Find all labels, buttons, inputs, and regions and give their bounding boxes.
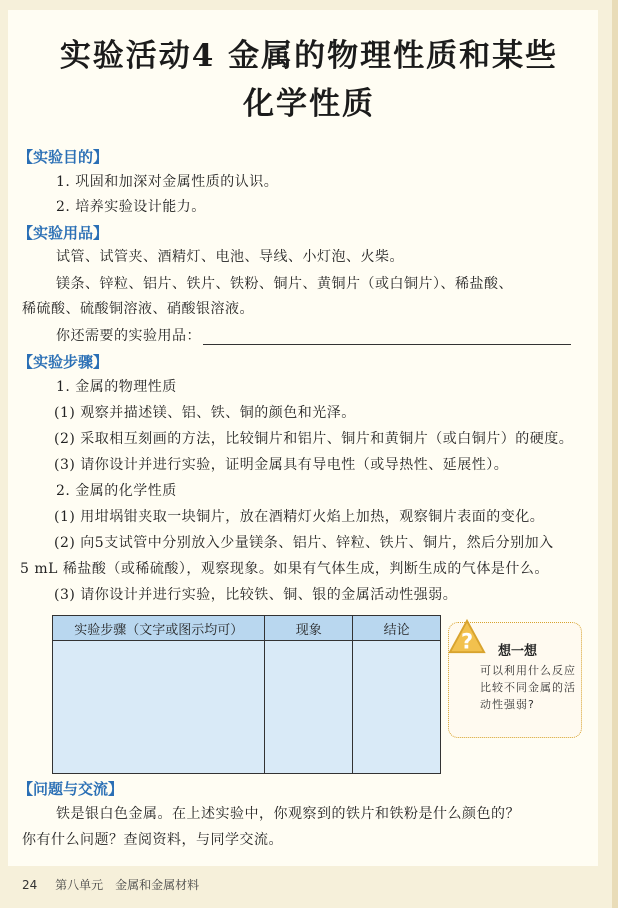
page-title-line-2: 化学性质 xyxy=(243,86,375,122)
step-line: (3) 请你设计并进行实验，证明金属具有导电性（或导热性、延展性）。 xyxy=(54,457,509,473)
page-footer xyxy=(22,876,199,893)
table-cell-phenomenon[interactable] xyxy=(265,641,353,774)
svg-text:?: ? xyxy=(460,629,474,654)
materials-extra-label: 你还需要的实验用品： xyxy=(56,328,201,344)
table-header-phenomenon: 现象 xyxy=(265,616,353,641)
think-body: 可以利用什么反应比较不同金属的活动性强弱? xyxy=(480,664,576,711)
table-header-conclusion: 结论 xyxy=(353,616,441,641)
discussion-line: 铁是银白色金属。在上述实验中，你观察到的铁片和铁粉是什么颜色的？ xyxy=(56,806,520,822)
step-line: 2. 金属的化学性质 xyxy=(56,483,177,499)
purpose-item: 2. 培养实验设计能力。 xyxy=(56,199,206,215)
materials-line: 试管、试管夹、酒精灯、电池、导线、小灯泡、火柴。 xyxy=(56,249,404,265)
materials-extra-line xyxy=(56,327,571,345)
page-number: 24 xyxy=(22,878,38,892)
section-heading-steps: 【实验步骤】 xyxy=(18,353,109,371)
materials-line: 镁条、锌粒、铝片、铁片、铁粉、铜片、黄铜片（或白铜片）、稀盐酸、 xyxy=(56,276,513,292)
step-line: (2) 向5支试管中分别放入少量镁条、铝片、锌粒、铁片、铜片，然后分别加入 xyxy=(54,535,554,551)
fill-in-blank[interactable] xyxy=(203,330,571,345)
section-heading-materials: 【实验用品】 xyxy=(18,224,109,242)
question-mark-icon xyxy=(448,618,486,656)
step-line: 5 mL 稀盐酸（或稀硫酸），观察现象。如果有气体生成，判断生成的气体是什么。 xyxy=(20,561,549,577)
page-title-line-1: 实验活动4 金属的物理性质和某些 xyxy=(59,38,559,74)
section-heading-discussion: 【问题与交流】 xyxy=(18,780,124,798)
discussion-line: 你有什么问题？查阅资料，与同学交流。 xyxy=(22,832,283,848)
unit-title: 第八单元 金属和金属材料 xyxy=(55,878,200,892)
step-line: (1) 观察并描述镁、铝、铁、铜的颜色和光泽。 xyxy=(54,405,356,421)
table-header-steps: 实验步骤（文字或图示均可） xyxy=(53,616,265,641)
table-row xyxy=(53,641,441,774)
step-line: (2) 采取相互刻画的方法，比较铜片和铝片、铜片和黄铜片（或白铜片）的硬度。 xyxy=(54,431,574,447)
experiment-record-table xyxy=(52,615,441,774)
step-line: (3) 请你设计并进行实验，比较铁、铜、银的金属活动性强弱。 xyxy=(54,587,458,603)
table-cell-conclusion[interactable] xyxy=(353,641,441,774)
think-title: 想一想 xyxy=(498,644,538,659)
step-line: (1) 用坩埚钳夹取一块铜片，放在酒精灯火焰上加热，观察铜片表面的变化。 xyxy=(54,509,545,525)
table-cell-steps[interactable] xyxy=(53,641,265,774)
section-heading-purpose: 【实验目的】 xyxy=(18,148,109,166)
step-line: 1. 金属的物理性质 xyxy=(56,379,177,395)
materials-line: 稀硫酸、硫酸铜溶液、硝酸银溶液。 xyxy=(22,301,254,317)
purpose-item: 1. 巩固和加深对金属性质的认识。 xyxy=(56,174,279,190)
